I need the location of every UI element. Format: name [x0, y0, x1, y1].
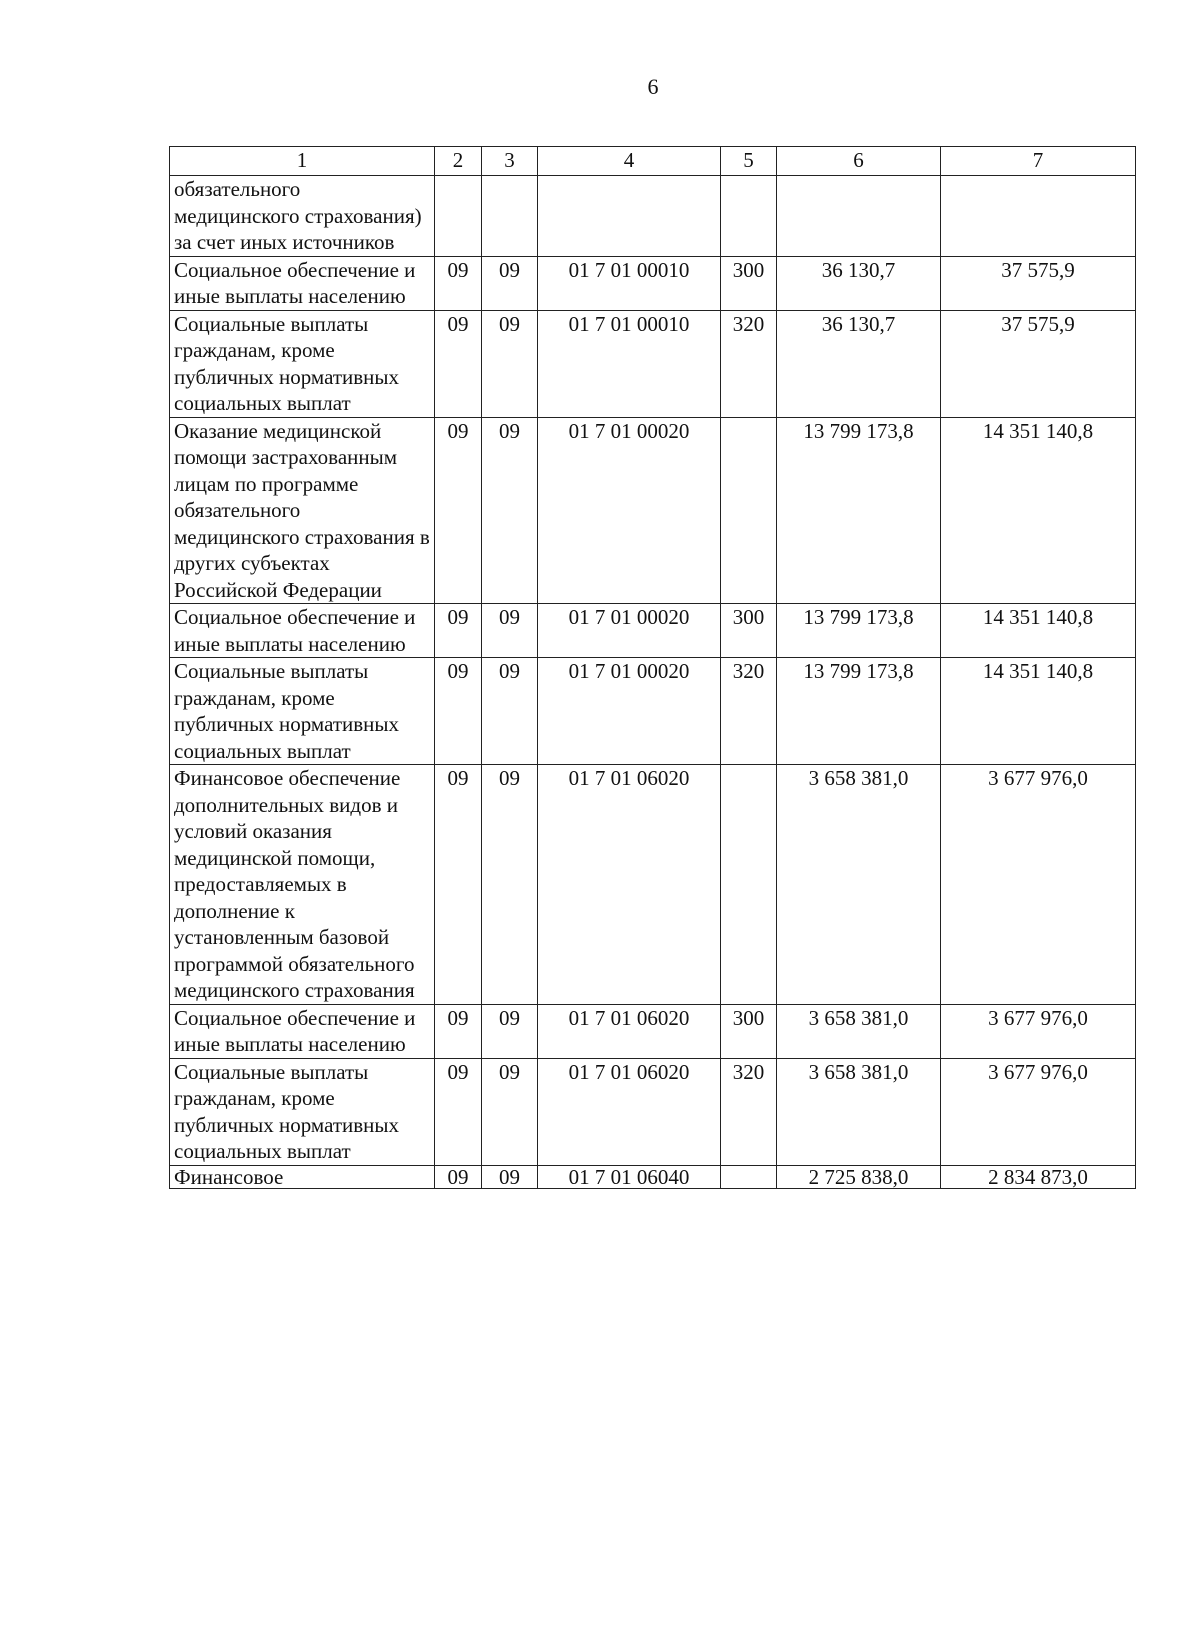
item-name: Социальное обеспечение и иные выплаты населению	[170, 1004, 435, 1058]
amount-col7: 14 351 140,8	[941, 417, 1136, 604]
expense-type-code	[721, 176, 777, 257]
subsection-code: 09	[482, 604, 538, 658]
subsection-code: 09	[482, 417, 538, 604]
target-article-code	[538, 176, 721, 257]
amount-col7: 14 351 140,8	[941, 658, 1136, 765]
item-name: Социальное обеспечение и иные выплаты населению	[170, 604, 435, 658]
expense-type-code	[721, 1165, 777, 1188]
subsection-code: 09	[482, 1004, 538, 1058]
target-article-code: 01 7 01 06040	[538, 1165, 721, 1188]
page-number: 6	[647, 74, 659, 99]
amount-col6: 36 130,7	[777, 310, 941, 417]
table-row	[170, 1004, 1136, 1058]
section-code: 09	[435, 1004, 482, 1058]
table-row	[170, 256, 1136, 310]
amount-col7: 37 575,9	[941, 256, 1136, 310]
subsection-code: 09	[482, 765, 538, 1005]
amount-col7: 14 351 140,8	[941, 604, 1136, 658]
amount-col6: 2 725 838,0	[777, 1165, 941, 1188]
col-header-4: 4	[538, 147, 721, 176]
subsection-code: 09	[482, 310, 538, 417]
subsection-code	[482, 176, 538, 257]
col-header-1: 1	[170, 147, 435, 176]
expense-type-code: 320	[721, 310, 777, 417]
col-header-7: 7	[941, 147, 1136, 176]
budget-table	[169, 146, 1136, 1189]
item-name: Финансовое обеспечение дополнительных видов и условий оказания медицинской помощи, предоставляемых в дополнение к установленным базовой программой обязательного медицинского страхования	[170, 765, 435, 1005]
amount-col7	[941, 176, 1136, 257]
item-name: Оказание медицинской помощи застрахованным лицам по программе обязательного медицинского страхования в других субъектах Российской Федерации	[170, 417, 435, 604]
section-code: 09	[435, 256, 482, 310]
item-name: Финансовое	[170, 1165, 435, 1188]
expense-type-code: 320	[721, 1058, 777, 1165]
amount-col6: 36 130,7	[777, 256, 941, 310]
item-name: Социальное обеспечение и иные выплаты населению	[170, 256, 435, 310]
col-header-5: 5	[721, 147, 777, 176]
target-article-code: 01 7 01 00020	[538, 658, 721, 765]
item-name: Социальные выплаты гражданам, кроме публичных нормативных социальных выплат	[170, 310, 435, 417]
expense-type-code: 320	[721, 658, 777, 765]
table-row	[170, 1165, 1136, 1188]
section-code: 09	[435, 1165, 482, 1188]
target-article-code: 01 7 01 00020	[538, 417, 721, 604]
table-row	[170, 1058, 1136, 1165]
section-code: 09	[435, 310, 482, 417]
amount-col6: 3 658 381,0	[777, 765, 941, 1005]
amount-col7: 3 677 976,0	[941, 765, 1136, 1005]
section-code: 09	[435, 604, 482, 658]
amount-col6: 13 799 173,8	[777, 417, 941, 604]
table-row	[170, 658, 1136, 765]
expense-type-code	[721, 765, 777, 1005]
target-article-code: 01 7 01 06020	[538, 1004, 721, 1058]
target-article-code: 01 7 01 06020	[538, 1058, 721, 1165]
subsection-code: 09	[482, 256, 538, 310]
table-row	[170, 765, 1136, 1005]
amount-col6: 3 658 381,0	[777, 1058, 941, 1165]
section-code: 09	[435, 658, 482, 765]
table-row	[170, 604, 1136, 658]
table-row	[170, 310, 1136, 417]
item-name: Социальные выплаты гражданам, кроме публичных нормативных социальных выплат	[170, 658, 435, 765]
item-name: обязательного медицинского страхования) за счет иных источников	[170, 176, 435, 257]
amount-col6	[777, 176, 941, 257]
table-header-row	[170, 147, 1136, 176]
expense-type-code: 300	[721, 1004, 777, 1058]
subsection-code: 09	[482, 1165, 538, 1188]
col-header-6: 6	[777, 147, 941, 176]
target-article-code: 01 7 01 00020	[538, 604, 721, 658]
item-name: Социальные выплаты гражданам, кроме публичных нормативных социальных выплат	[170, 1058, 435, 1165]
amount-col6: 13 799 173,8	[777, 604, 941, 658]
amount-col7: 2 834 873,0	[941, 1165, 1136, 1188]
section-code	[435, 176, 482, 257]
section-code: 09	[435, 765, 482, 1005]
col-header-2: 2	[435, 147, 482, 176]
amount-col7: 37 575,9	[941, 310, 1136, 417]
col-header-3: 3	[482, 147, 538, 176]
target-article-code: 01 7 01 00010	[538, 310, 721, 417]
amount-col7: 3 677 976,0	[941, 1004, 1136, 1058]
amount-col7: 3 677 976,0	[941, 1058, 1136, 1165]
expense-type-code: 300	[721, 256, 777, 310]
table-row	[170, 417, 1136, 604]
expense-type-code: 300	[721, 604, 777, 658]
amount-col6: 3 658 381,0	[777, 1004, 941, 1058]
subsection-code: 09	[482, 658, 538, 765]
table-row	[170, 176, 1136, 257]
amount-col6: 13 799 173,8	[777, 658, 941, 765]
target-article-code: 01 7 01 00010	[538, 256, 721, 310]
section-code: 09	[435, 1058, 482, 1165]
expense-type-code	[721, 417, 777, 604]
section-code: 09	[435, 417, 482, 604]
subsection-code: 09	[482, 1058, 538, 1165]
target-article-code: 01 7 01 06020	[538, 765, 721, 1005]
